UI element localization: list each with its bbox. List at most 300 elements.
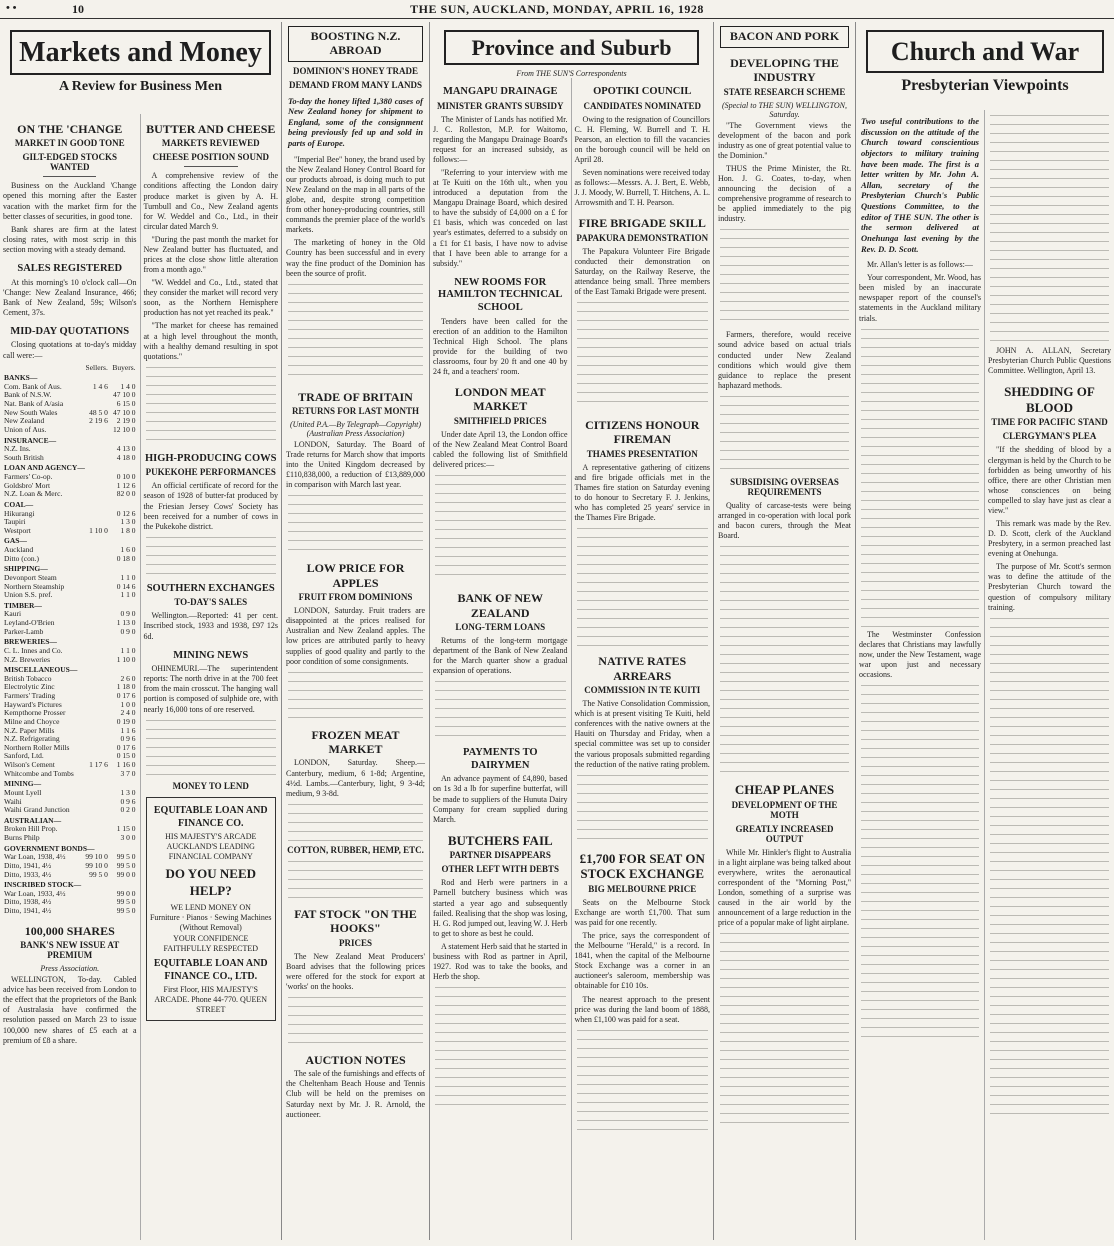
quote-row — [3, 591, 137, 600]
quote-buyers: 6 15 0 — [116, 399, 136, 409]
church-lead: Two useful contributions to the discussion on the attitude of the Church toward conscientious objectors to military training have been made. The first is a letter written by Mr. John A. Allan, secretary of the Presbyterian Church's Public Questions Committee, to the editor of THE SUN. The other is the sermon delivered at Onehunga last evening by the Rev. D. D. Scott. — [861, 116, 979, 254]
bacon-para-4: Quality of carcase-tests were being arranged in co-operation with local pork and bacon curers, through the Meat Board. — [718, 500, 851, 541]
quote-name: Goldsbro' Mort — [4, 480, 51, 490]
bacon-byline: (Special to THE SUN) WELLINGTON, Saturday. — [722, 100, 847, 119]
church-right-column — [985, 110, 1114, 1240]
statement-para: A statement Herb said that he started in business with Rod as partner in April, 1927. Rod was to take the books, and Herb the shop. — [433, 941, 568, 982]
cheap-para: While Mr. Hinkler's flight to Australia in a light airplane was being talked about everywhere, writes the aeronautical correspondent of the "Morning Post," London, something of a surprise was caused in the air world by the announcement of a large reduction in the price of a popular make of light airplane. — [718, 847, 851, 928]
butter-sub2: CHEESE POSITION SOUND — [152, 152, 270, 163]
quote-buyers: 47 10 0 — [113, 407, 136, 417]
quote-name: Waihi Grand Junction — [4, 805, 70, 815]
quote-name: Ditto, 1941, 4½ — [4, 860, 52, 870]
quote-section-label: GOVERNMENT BONDS— — [4, 843, 95, 853]
quote-section-label: BREWERIES— — [4, 637, 57, 647]
quote-buyers: 1 15 0 — [116, 824, 136, 834]
quote-name: Northern Steamship — [4, 581, 65, 591]
mangapu-column — [430, 78, 572, 1240]
quote-name: New South Wales — [4, 407, 58, 417]
quote-sellers — [82, 610, 109, 619]
province-banner: Province and Suburb — [444, 30, 699, 65]
quote-name: Ditto, 1938, 4½ — [4, 897, 52, 907]
quote-name: Union of Aus. — [4, 424, 47, 434]
quote-name: British Tobacco — [4, 673, 52, 683]
midday-note: Closing quotations at to-day's midday call were:— — [3, 340, 137, 360]
quote-name: Ditto (con.) — [4, 553, 39, 563]
quote-name: Westport — [4, 525, 31, 535]
quote-row — [3, 454, 137, 463]
quote-name: War Loan, 1938, 4½ — [4, 852, 66, 862]
quote-name: N.Z. Loan & Merc. — [4, 489, 63, 499]
quote-sellers: 1 10 0 — [89, 525, 108, 535]
cows-para: An official certificate of record for the season of 1928 of butter-fat produced by the Friesian Jersey Cows' Society has been received for a number of cows in the Pukekohe district. — [143, 481, 278, 531]
quote-buyers: 1 18 0 — [116, 682, 136, 692]
quote-sellers — [82, 890, 109, 899]
church-para-3: The Westminster Confession declares that Christians may lawfully now, under the New Testament, wage war upon just and necessary occasions. — [859, 629, 981, 679]
cotton-heading: COTTON, RUBBER, HEMP, ETC. — [287, 844, 424, 855]
quote-buyers: 1 1 0 — [120, 645, 136, 655]
bank-sub: LONG-TERM LOANS — [455, 621, 546, 632]
quote-buyers: 0 17 6 — [116, 742, 136, 752]
quote-name: C. L. Innes and Co. — [4, 645, 63, 655]
quote-section-label: INSURANCE— — [4, 435, 57, 445]
mangapu-para-1: The Minister of Lands has notified Mr. J. C. Rolleston, M.P. for Waitomo, regarding the Mangapu Drainage Board's request for an increased subsidy, as follows:— — [433, 114, 568, 164]
ad-footer: EQUITABLE LOAN AND FINANCE CO., LTD. — [153, 957, 268, 982]
boosting-heading: BOOSTING N.Z. ABROAD — [288, 26, 423, 62]
rooms-para: Tenders have been called for the erection of an addition to the Hamilton Technical High School. The plans provide for the building of two classrooms, four by 20 ft and one 40 by 24 ft, and a teachers' room. — [433, 316, 568, 376]
quote-section-label: INSCRIBED STOCK— — [4, 880, 82, 890]
london-meat-heading: LONDON MEAT MARKET — [454, 385, 546, 414]
london-meat-para: Under date April 13, the London office of the New Zealand Meat Control Board cabled the following list of Smithfield delivered prices:— — [433, 429, 568, 470]
markets-banner: Markets and Money — [10, 30, 271, 75]
quote-buyers: 0 12 6 — [116, 508, 136, 518]
quote-name: Bank of N.S.W. — [4, 390, 52, 400]
quote-buyers: 1 4 0 — [120, 381, 136, 391]
apples-sub: FRUIT FROM DOMINIONS — [298, 592, 413, 603]
auction-heading: AUCTION NOTES — [305, 1052, 406, 1067]
bacon-para-1: "The Government views the development of the bacon and pork industry as one of great potential value to the Dominion." — [718, 120, 851, 160]
midday-heading: MID-DAY QUOTATIONS — [10, 325, 130, 337]
quote-buyers: 2 19 0 — [116, 416, 136, 426]
quote-name: N.Z. Paper Mills — [4, 725, 55, 735]
hero-sub: THAMES PRESENTATION — [586, 448, 698, 459]
church-section — [856, 22, 1114, 1240]
quote-section-label: MINING— — [4, 779, 42, 789]
quote-sellers — [82, 735, 109, 744]
rooms-heading: NEW ROOMS FOR HAMILTON TECHNICAL SCHOOL — [438, 276, 563, 313]
quote-sellers — [82, 806, 109, 815]
exch-para: Wellington.—Reported: 41 per cent. Inscribed stock, 1933 and 1938, £97 12s 6d. — [143, 611, 278, 641]
church-banner: Church and War — [866, 30, 1104, 73]
quote-name: Farmers' Trading — [4, 691, 56, 701]
quote-section-label: MISCELLANEOUS— — [4, 665, 78, 675]
quote-buyers: 4 18 0 — [116, 452, 136, 462]
quote-buyers: 0 19 0 — [116, 716, 136, 726]
quote-sellers — [82, 445, 109, 454]
quote-sellers — [82, 619, 109, 628]
quote-buyers: 1 6 0 — [120, 545, 136, 555]
boosting-para-1: "Imperial Bee" honey, the brand used by the New Zealand Honey Control Board for our products abroad, is doing much to put New Zealand on the map in all parts of the globe, and, despite strong competition from other honey-producing countries, still commands the premier place of the world's markets. — [286, 154, 425, 235]
quote-sellers — [82, 591, 109, 600]
apples-para: LONDON, Saturday. Fruit traders are disappointed at the prices realised for Australian and New Zealand apples. The low prices are attributed partly to heavy supplies of good quality and partly to the poor condition of some consignments. — [286, 606, 425, 666]
quote-name: Farmers' Co-op. — [4, 472, 53, 482]
quote-sellers — [82, 482, 109, 491]
quote-buyers: 1 1 6 — [120, 725, 136, 735]
quote-name: Broken Hill Prop. — [4, 824, 58, 834]
quote-sellers: 99 5 0 — [89, 869, 108, 879]
boosting-para-2: The marketing of honey in the Old Country has been successful and in every way the fine product of the Dominion has been the source of profit. — [286, 238, 425, 278]
trade-heading: TRADE OF BRITAIN — [298, 389, 413, 404]
page-number: 10 — [72, 2, 84, 16]
mangapu-heading: MANGAPU DRAINAGE — [442, 86, 558, 97]
church-subtitle: Presbyterian Viewpoints — [901, 77, 1069, 95]
quote-sellers — [82, 744, 109, 753]
quote-sellers — [82, 825, 109, 834]
fire-heading: FIRE BRIGADE SKILL — [578, 216, 706, 231]
bacon-sub1: DEVELOPING THE INDUSTRY — [730, 55, 839, 85]
change-para-2: Bank shares are firm at the latest closing rates, with most scrip in this section moving with a steady demand. — [3, 224, 137, 254]
shares-heading: 100,000 SHARES — [24, 923, 115, 938]
shares-para: WELLINGTON, To-day. Cabled advice has been received from London to the effect that the proprietors of the Bank of Australasia have confirmed the resolution passed on March 23 to issue 100,000 new shares of £5 each at a premium of £8 a share. — [3, 975, 137, 1045]
butter-sub1: MARKETS REVIEWED — [161, 138, 260, 149]
shares-sub: BANK'S NEW ISSUE AT PREMIUM — [20, 940, 120, 961]
quote-row — [3, 527, 137, 536]
quote-buyers: 3 7 0 — [120, 768, 136, 778]
quote-buyers: 12 10 0 — [113, 424, 136, 434]
quote-row — [3, 628, 137, 637]
quote-row — [3, 426, 137, 435]
boosting-column — [282, 22, 430, 1240]
quote-buyers: 1 0 0 — [120, 699, 136, 709]
quote-sellers — [82, 701, 109, 710]
ad-lend: WE LEND MONEY ON — [170, 902, 251, 912]
quote-buyers: 1 10 0 — [116, 654, 136, 664]
quote-section-label: SHIPPING— — [4, 564, 48, 574]
quote-name: Waihi — [4, 796, 22, 806]
change-sub2: GILT-EDGED STOCKS WANTED — [22, 152, 117, 173]
quote-row — [3, 789, 137, 798]
fire-para: The Papakura Volunteer Fire Brigade conducted their demonstration on Saturday, on the Railway Reserve, the attendance being small. Three members of the East Tamaki Brigade were present. — [574, 246, 710, 296]
quote-sellers — [82, 718, 109, 727]
masthead: THE SUN, AUCKLAND, MONDAY, APRIL 16, 1928 — [410, 2, 704, 16]
cows-sub: PUKEKOHE PERFORMANCES — [145, 467, 276, 478]
native-para: The Native Consolidation Commission, which is at present visiting Te Kuiti, held conferences with the native owners at the Hauiti on Thursday and Friday, when a special committee was set up to consider the various proposals submitted regarding the reduction of the native rating problem. — [574, 699, 710, 769]
quote-buyers: 0 2 0 — [120, 805, 136, 815]
exch-sub: TO-DAY'S SALES — [174, 597, 248, 608]
quote-sellers — [82, 454, 109, 463]
ad-address: First Floor, HIS MAJESTY'S ARCADE. Phone 44-770. QUEEN STREET — [154, 984, 268, 1015]
hero-para: A representative gathering of citizens and fire brigade officials met in the Thames fire station on Saturday evening to do honour to Secretary F. J. Jenkins, who has completed 25 years' service in the Thames Fire Brigade. — [574, 462, 710, 523]
meat-heading: FROZEN MEAT MARKET — [311, 727, 400, 757]
quote-sellers — [82, 510, 109, 519]
markets-section — [0, 22, 282, 1240]
quote-sellers — [82, 574, 109, 583]
hero-heading: CITIZENS HONOUR FIREMAN — [585, 418, 700, 447]
quote-name: Union S.S. pref. — [4, 590, 53, 600]
bacon-subheading: SUBSIDISING OVERSEAS REQUIREMENTS — [730, 476, 839, 497]
bacon-sub2: STATE RESEARCH SCHEME — [723, 86, 846, 97]
quote-sellers — [82, 898, 109, 907]
butter-para-2: "During the past month the market for New Zealand butter has fluctuated, and prices at the close show little alteration from a month ago." — [143, 234, 278, 275]
quote-name: N.Z. Breweries — [4, 654, 51, 664]
hooks-heading: FAT STOCK "ON THE HOOKS" — [294, 906, 417, 936]
cheap-sub1: DEVELOPMENT OF THE MOTH — [731, 799, 838, 820]
fire-sub: PAPAKURA DEMONSTRATION — [576, 232, 709, 243]
quote-sellers — [82, 583, 109, 592]
exch-heading: SOUTHERN EXCHANGES — [146, 582, 275, 594]
quote-buyers: 99 0 0 — [116, 869, 136, 879]
quote-name: Electrolytic Zinc — [4, 682, 55, 692]
quote-sellers — [82, 628, 109, 637]
auction-para: The sale of the furnishings and effects of the Cheltenham Beach House and Tennis Club will be held on the premises on Saturday next by Mr. J. R. Arnold, the auctioneer. — [286, 1069, 425, 1119]
opotiki-heading: OPOTIKI COUNCIL — [593, 86, 692, 97]
butchers-sub1: PARTNER DISAPPEARS — [449, 850, 551, 861]
quote-sellers: 99 10 0 — [85, 852, 108, 862]
quote-row — [3, 490, 137, 499]
quote-name: Ditto, 1933, 4½ — [4, 869, 52, 879]
quote-name: Burns Philp — [4, 833, 40, 843]
quote-sellers: 2 19 6 — [89, 416, 108, 426]
blood-sub2: CLERGYMAN'S PLEA — [1002, 431, 1097, 442]
quote-name: Kauri — [4, 609, 22, 619]
quote-buyers: 1 1 0 — [120, 572, 136, 582]
money-heading: MONEY TO LEND — [172, 780, 249, 791]
quote-section-label: GAS— — [4, 536, 27, 546]
hooks-para: The New Zealand Meat Producers' Board advises that the following prices were offered for the stock for export at 'works' on the hooks. — [286, 951, 425, 991]
quote-name: N.Z. Refrigerating — [4, 734, 60, 744]
ad-title: EQUITABLE LOAN AND FINANCE CO. — [153, 804, 268, 829]
seat-sub: BIG MELBOURNE PRICE — [588, 883, 697, 894]
quote-section-label: TIMBER— — [4, 600, 42, 610]
quote-buyers: 47 10 0 — [113, 390, 136, 400]
meat-para: LONDON, Saturday. Sheep.—Canterbury, medium, 6 1-8d; Argentine, 4½d. Lambs.—Canterbury, light, 9 3-4d; medium, 9 3-8d. — [286, 758, 425, 798]
quote-name: N.Z. Ins. — [4, 444, 31, 454]
ad-question: DO YOU NEED HELP? — [165, 865, 257, 898]
opotiki-column — [572, 78, 714, 1240]
church-para-2: Your correspondent, Mr. Wood, has been misled by an inaccurate newspaper report of the counsel's statements in the Auckland military trials. — [859, 273, 981, 323]
col-sellers: Sellers. — [85, 362, 108, 372]
bacon-column — [714, 22, 856, 1240]
butchers-heading: BUTCHERS FAIL — [447, 832, 553, 848]
blood-sub1: TIME FOR PACIFIC STAND — [991, 417, 1108, 428]
quote-buyers: 2 4 0 — [120, 708, 136, 718]
quote-name: South British — [4, 452, 44, 462]
quote-buyers: 1 12 6 — [116, 480, 136, 490]
quote-section-label: AUSTRALIAN— — [4, 815, 62, 825]
hooks-sub: PRICES — [338, 937, 372, 948]
quote-sellers — [82, 555, 109, 564]
quote-sellers — [82, 675, 109, 684]
quote-buyers: 99 5 0 — [116, 860, 136, 870]
bank-heading: BANK OF NEW ZEALAND — [457, 591, 544, 620]
quote-name: Sanford, Ltd. — [4, 751, 44, 761]
quote-sellers: 1 4 6 — [92, 381, 108, 391]
seat-para-3: The nearest approach to the present price was during the land boom of 1888, when £1,100 was paid for a seat. — [574, 994, 710, 1024]
quote-name: Hayward's Pictures — [4, 699, 62, 709]
native-sub: COMMISSION IN TE KUITI — [584, 685, 701, 696]
butter-column — [141, 114, 282, 1240]
quote-sellers — [82, 426, 109, 435]
quote-sellers — [82, 490, 109, 499]
blood-para-1: "If the shedding of blood by a clergyman is held by the Church to be forbidden as being unworthy of his office, there are other Christian men whose consciences on being compelled to slay have just as clear a view." — [988, 445, 1111, 515]
blood-heading: SHEDDING OF BLOOD — [1004, 384, 1095, 415]
quote-section-label: BANKS— — [4, 373, 38, 383]
quote-buyers: 4 13 0 — [116, 444, 136, 454]
bacon-para-2: THUS the Prime Minister, the Rt. Hon. J. G. Coates, to-day, when announcing the decision of a comprehensive programme of research to be applied immediately to the pig industry. — [718, 163, 851, 224]
church-para-1: Mr. Allan's letter is as follows:— — [867, 260, 973, 270]
dairy-para: An advance payment of £4,890, based on 1s 3d a lb for superfine butterfat, will be made to suppliers of the Hunuta Dairy Company for cream supplied during March. — [433, 774, 568, 824]
church-signature: JOHN A. ALLAN, Secretary Presbyterian Church Public Questions Committee. Wellington, April 13. — [988, 346, 1111, 376]
quote-row — [3, 907, 137, 916]
native-heading: NATIVE RATES ARREARS — [598, 654, 687, 683]
mining-heading: MINING NEWS — [173, 649, 249, 661]
quotations-table — [3, 364, 137, 916]
ad-line1: HIS MAJESTY'S ARCADE — [165, 831, 257, 841]
change-heading: ON THE 'CHANGE — [17, 122, 123, 136]
quote-name: Whitcombe and Tombs — [4, 768, 74, 778]
opotiki-para-1: Owing to the resignation of Councillors C. H. Fleming, W. Burrell and T. H. Pearson, an election to fill the vacancies on the borough council will be held on April 28. — [574, 114, 710, 164]
quote-name: Hikurangi — [4, 508, 35, 518]
province-section — [430, 22, 714, 1240]
quote-buyers: 0 9 0 — [120, 609, 136, 619]
quote-name: Milne and Choyce — [4, 716, 60, 726]
quote-buyers: 99 0 0 — [116, 888, 136, 898]
quote-row — [3, 656, 137, 665]
quote-buyers: 1 3 0 — [120, 787, 136, 797]
trade-para: LONDON, Saturday. The Board of Trade returns for March show that imports into the United Kingdom decreased by £110,838,000, a reduction of £13,889,000 in comparison with March last year. — [286, 440, 425, 490]
quote-sellers — [82, 789, 109, 798]
blood-para-3: The purpose of Mr. Scott's sermon was to define the attitude of the Presbyterian Church toward the question of compulsory military training. — [988, 562, 1111, 612]
quote-buyers: 0 15 0 — [116, 751, 136, 761]
change-para-1: Business on the Auckland 'Change opened this morning after the Easter vacation with the market firm for the better classes of securities, in good tone. — [3, 181, 137, 221]
change-sub1: MARKET IN GOOD TONE — [14, 138, 125, 149]
quote-name: War Loan, 1933, 4½ — [4, 888, 66, 898]
blood-para-2: This remark was made by the Rev. D. D. Scott, clerk of the Auckland Presbytery, in a sermon preached last evening at Onehunga. — [988, 518, 1111, 559]
quote-name: Parker-Lamb — [4, 626, 44, 636]
boosting-sub2: DEMAND FROM MANY LANDS — [289, 79, 422, 90]
quote-buyers: 99 5 0 — [116, 852, 136, 862]
opotiki-sub: CANDIDATES NOMINATED — [583, 100, 701, 111]
quote-name: Kempthorne Prosser — [4, 708, 66, 718]
quote-name: Nat. Bank of A/asia — [4, 399, 64, 409]
col-buyers: Buyers. — [112, 362, 136, 372]
butchers-para: Rod and Herb were partners in a Parnell butchery business which was started a year ago and subsequently failed. Realising that the shop was losing, H. G. Rod jumped out, leaving W. J. Herb to get to shore as best he could. — [433, 878, 568, 938]
quote-name: Auckland — [4, 545, 34, 555]
butter-heading: BUTTER AND CHEESE — [146, 122, 276, 136]
quote-buyers: 99 5 0 — [116, 897, 136, 907]
quote-name: Wilson's Cement — [4, 760, 55, 770]
quote-section-row — [3, 499, 137, 510]
dairy-heading: PAYMENTS TO DAIRYMEN — [462, 747, 538, 771]
seat-heading: £1,700 FOR SEAT ON STOCK EXCHANGE — [579, 850, 705, 882]
header-dots: • • — [6, 2, 17, 14]
quote-name: Com. Bank of Aus. — [4, 381, 62, 391]
quote-row — [3, 834, 137, 843]
boosting-lead: To-day the honey lifted 1,380 cases of New Zealand honey for shipment to England, some of the consignment being previously fed up and sold in parts of Europe. — [288, 95, 423, 149]
quote-name: Ditto, 1941, 4½ — [4, 906, 52, 916]
cheap-heading: CHEAP PLANES — [734, 782, 835, 798]
quote-sellers — [82, 656, 109, 665]
quote-sellers — [82, 907, 109, 916]
quote-buyers: 1 8 0 — [120, 525, 136, 535]
quote-buyers: 0 9 6 — [120, 734, 136, 744]
apples-heading: LOW PRICE FOR APPLES — [306, 561, 405, 590]
quote-sellers — [82, 798, 109, 807]
quote-sellers — [82, 647, 109, 656]
quote-sellers — [82, 683, 109, 692]
quote-row — [3, 770, 137, 779]
cows-heading: HIGH-PRODUCING COWS — [144, 452, 277, 464]
butter-para-4: "The market for cheese has remained at a high level throughout the month, with a healthy demand resulting in spot quotations." — [143, 321, 278, 361]
quote-buyers: 82 0 0 — [116, 489, 136, 499]
province-byline: From THE SUN'S Correspondents — [516, 69, 627, 79]
opotiki-para-2: Seven nominations were received today as follows:—Messrs. A. J. Bert, E. Webb, J. J. Moody, W. Burrell, T. Hitchens, A. L. Arrowsmith and T. H. Pearson. — [574, 167, 711, 208]
mangapu-para-2: "Referring to your interview with me at Te Kuiti on the 16th ult., when you introduced a deputation from the Mangapu Drainage Board, which desired to have the subsidy of £4,000 on a £ for £1 basis, which was conceded on last year's estimates, deferred to a subsidy on a £1 for £1 basis, I have now to advise that I have been able to arrange for a subsidy." — [433, 167, 568, 268]
quote-buyers: 0 18 0 — [116, 553, 136, 563]
quote-row — [3, 555, 137, 564]
change-column — [0, 114, 141, 1240]
quote-section-label: LOAN AND AGENCY— — [4, 463, 85, 473]
bacon-para-3: Farmers, therefore, would receive sound advice based on actual trials conducted under New Zealand conditions which would give them guidance to replace the present haphazard methods. — [718, 330, 851, 390]
london-meat-sub: SMITHFIELD PRICES — [453, 415, 547, 426]
quote-sellers: 48 5 0 — [89, 407, 108, 417]
quote-buyers: 99 5 0 — [116, 906, 136, 916]
quote-buyers: 0 10 0 — [116, 472, 136, 482]
butter-para-1: A comprehensive review of the conditions affecting the London dairy produce market is given by A. H. Turnbull and Co., New Zealand agents for W. Weddel and Co., Ltd., in their circular dated March 9. — [143, 171, 278, 231]
quote-row — [3, 871, 137, 880]
quote-section-row — [3, 600, 137, 611]
ad-line2: AUCKLAND'S LEADING FINANCIAL COMPANY — [166, 841, 255, 862]
quote-sellers — [82, 546, 109, 555]
trade-sub: RETURNS FOR LAST MONTH — [291, 406, 420, 417]
quote-buyers: 1 1 0 — [120, 590, 136, 600]
ad-confidential: YOUR CONFIDENCE FAITHFULLY RESPECTED — [163, 933, 259, 954]
quote-sellers — [82, 692, 109, 701]
quote-buyers: 3 0 0 — [120, 833, 136, 843]
seat-para-2: The price, says the correspondent of the Melbourne "Herald," is a record. In 1841, when the capital of the Melbourne Stock Exchange was a corner in an auctioneer's saleroom, membership was obtainable for £10 10s. — [574, 931, 710, 991]
seat-para-1: Seats on the Melbourne Stock Exchange are worth £1,700. That sum was paid for one recently. — [574, 897, 710, 927]
sales-text: At this morning's 10 o'clock call—On 'Change: New Zealand Insurance, 466; Bank of New Zealand, 59s; Wilson's Cement, 37s. — [3, 277, 137, 317]
shares-byline: Press Association. — [40, 964, 100, 974]
quote-name: Taupiri — [4, 517, 26, 527]
quote-name: New Zealand — [4, 416, 45, 426]
bacon-heading: BACON AND PORK — [720, 26, 849, 48]
quote-sellers — [82, 727, 109, 736]
quote-buyers: 1 13 0 — [116, 618, 136, 628]
quote-sellers — [82, 473, 109, 482]
quote-buyers: 0 14 6 — [116, 581, 136, 591]
quote-sellers — [82, 770, 109, 779]
boosting-sub1: DOMINION'S HONEY TRADE — [292, 65, 418, 76]
bank-para: Returns of the long-term mortgage department of the Bank of New Zealand for the March quarter show a gradual expansion of operations. — [433, 635, 568, 676]
quote-name: Northern Roller Mills — [4, 742, 70, 752]
cheap-sub2: GREATLY INCREASED OUTPUT — [735, 823, 834, 844]
quote-buyers: 0 9 0 — [120, 626, 136, 636]
quote-sellers: 1 17 6 — [89, 760, 108, 770]
quote-name: Mount Lyell — [4, 787, 42, 797]
mining-para: OHINEMURI.—The superintendent reports: The north drive in at the 700 feet from the main crosscut. The hanging wall portion is composed of sulphide ore, with nearly 16,000 tons of ore reserved. — [143, 664, 278, 714]
quote-row — [3, 806, 137, 815]
butter-para-3: "W. Weddel and Co., Ltd., stated that they consider the market will record very soon, as the Northern Hemisphere production has not yet reached its peak." — [143, 278, 278, 318]
church-left-column — [856, 110, 985, 1240]
quote-sellers — [82, 391, 109, 400]
quote-sellers: 99 10 0 — [85, 860, 108, 870]
mangapu-sub: MINISTER GRANTS SUBSIDY — [436, 100, 564, 111]
butchers-sub2: OTHER LEFT WITH DEBTS — [441, 864, 559, 875]
trade-byline: (United P.A.—By Telegraph—Copyright) (Australian Press Association) — [289, 420, 422, 439]
quote-buyers: 0 17 6 — [116, 691, 136, 701]
equitable-advert — [146, 797, 277, 1021]
markets-subtitle: A Review for Business Men — [58, 79, 223, 95]
